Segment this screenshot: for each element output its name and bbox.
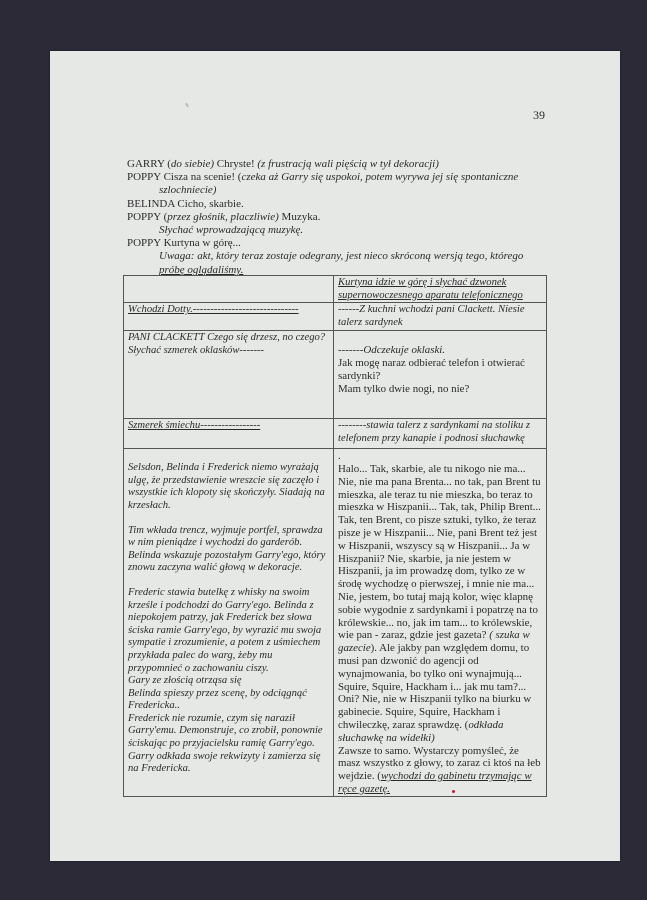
stage-line: Garry odkłada swoje rekwizyty i zamierza się na Fredericka. [128,750,321,775]
stage-direction: wychodzi do gabinetu trzymając w ręce gazetę. [338,770,532,795]
left-cell: Wchodzi Dotty.------------------------------ [124,303,334,331]
speaker: BELINDA [127,197,175,210]
script-table [123,275,547,797]
red-dot-mark [452,790,455,793]
dialogue-line: Mam tylko dwie nogi, no nie? [338,382,470,395]
table-row [124,276,547,303]
right-cell: Kurtyna idzie w górę i słychać dzwonek supernowoczesnego aparatu telefonicznego [334,276,547,303]
table-row [124,449,547,797]
stage-direction-line: Słychać wprowadzającą muzykę. [159,224,304,237]
speaker: GARRY [127,158,165,170]
right-cell: --------stawia talerz z sardynkami na stoliku z telefonem przy kanapie i podnosi słuchawkę [334,419,547,449]
dialogue-continuation: szlochniecie) [159,184,217,197]
right-cell: . Halo... Tak, skarbie, ale tu nikogo nie ma... Nie, nie ma pana Brenta... no tak, pan Brent tu mieszka, ale teraz tu nie mieszka, bo teraz to mieszka w Hiszpanii... Tak, tak, Philip Brent... Tak, ten Brent, co pisze sztuki, tylko, że teraz pisze je w Hiszpanii... Nie, pani Brent też jest w Hiszpanii, wszyscy są w Hiszpanii... Ja w Hiszpanii? Nie, skarbie, ja nie jestem w Hiszpanii, ja im prowadzę dom, tylko ze w środę wychodzę o pierwszej, i mnie nie ma... Nie, jestem, bo tutaj mają kolor, więc klapnę sobie wygodnie z sardynkami i popatrzę na to królewskie... no, jak im tam... to królewskie, wie pan - zaraz, gdzie jest gazeta? ( szuka w gazecie). Ale jakby pan względem domu, to musi pan dzwonić do agencji od wynajmowania, bo tylko oni wynajmują... Squire, Squire, Hackham i... jak mu tam?... Oni? Nie, nie w Hiszpanii tylko na biurku w gabinecie. Squire, Squire, Hackham i chwileczkę, zaraz sprawdzę. (odkłada słuchawkę na widełki) Zawsze to samo. Wystarczy pomyśleć, że masz wszystko z głowy, to zaraz ci ktoś na łeb wejdzie. (wychodzi do gabinetu trzymając w ręce gazetę. [334,449,547,797]
stage-note-continuation: próbę oglądaliśmy. [159,263,244,276]
dialogue-line: BELINDA Cicho, skarbie. [127,197,244,210]
stage-direction: odkłada słuchawkę na widełki) [338,718,504,744]
dialogue-line: POPPY Kurtyna w górę... [127,237,241,250]
stage-paragraph: Tim wkłada trencz, wyjmuje portfel, sprawdza w nim pieniądze i wychodzi do garderób. Belinda wskazuje pozostałym Garry'ego, który znowu zaczyna walić głową w dekoracje. [128,524,326,574]
stage-line: Belinda spieszy przez scenę, by odciągnąć Fredericka.. [128,687,307,712]
stage-line: Gary ze złością otrząsa się [128,675,242,687]
speaker: POPPY [127,237,161,250]
stage-direction: (z frustracją wali pięścią w tył dekoracji) [257,158,439,170]
table-row [124,419,547,449]
stage-line: Frederick nie rozumie, czym się naraził Garry'emu. Demonstruje, co zrobił, ponownie ściskając po przyjacielsku ramię Garry'ego. [128,712,323,750]
left-cell [124,449,334,797]
left-cell: PANI CLACKETT Czego się drzesz, no czego? Słychać szmerek oklasków------- [124,331,334,419]
dialogue-text: Halo... Tak, skarbie, ale tu nikogo nie ma... Nie, nie ma pana Brenta... no tak, pan Brent tu mieszka, ale teraz tu nie mieszka, bo teraz to mieszka w Hiszpanii... Tak, tak, Philip Brent... Tak, ten Brent, co pisze sztuki, tylko, że teraz pisze je w Hiszpanii... Nie, pani Brent też jest w Hiszpanii, wszyscy są w Hiszpanii... Ja w Hiszpanii? Nie, skarbie, ja nie jestem w Hiszpanii, ja im prowadzę dom, tylko ze w środę wychodzę o pierwszej, i mnie nie ma... Nie, jestem, bo tutaj mają kolor, więc klapnę sobie wygodnie z sardynkami i popatrzę na to królewskie... no, jak im tam... to królewskie, wie pan - zaraz, gdzie jest gazeta? [338,462,541,642]
page-number: 39 [533,108,545,122]
dialogue-text: ). Ale jakby pan względem domu, to musi pan dzwonić do agencji od wynajmowania, bo tylko oni wynajmują... Squire, Squire, Hackham i... jak mu tam?... Oni? Nie, nie w Hiszpanii tylko na biurku w gabinecie. Squire, Squire, Hackham i chwileczkę, zaraz sprawdzę. ( [338,642,532,731]
dialogue-text: Zawsze to samo. Wystarczy pomyśleć, że masz wszystko z głowy, to zaraz ci ktoś na łeb wejdzie. ( [338,744,541,783]
stage-direction: ( szuka w gazecie [338,629,530,655]
right-cell [334,331,547,419]
speaker: POPPY [127,210,161,223]
stage-direction: przez głośnik, placzliwie) [167,210,279,223]
dialogue-line: POPPY (przez głośnik, placzliwie) Muzyka. [127,210,321,223]
intro-dialogue [127,158,557,277]
right-cell: ------Z kuchni wchodzi pani Clackett. Niesie talerz sardynek [334,303,547,331]
left-cell: Szmerek śmiechu----------------- [124,419,334,449]
stage-note: Uwaga: akt, który teraz zostaje odegrany, jest nieco skróconą wersją tego, którego [159,250,524,263]
dialogue-line: POPPY Cisza na scenie! (czeka aż Garry się uspokoi, potem wyrywa jej się spontaniczne [127,171,519,184]
stage-direction: do siebie) [170,158,214,170]
stage-direction: czeka aż Garry się uspokoi, potem wyrywa jej się spontaniczne [241,171,519,184]
speaker: POPPY [127,171,161,184]
dialogue-line: GARRY (do siebie) Chryste! (z frustracją wali pięścią w tył dekoracji) [127,158,439,170]
stage-paragraph: Selsdon, Belinda i Frederick niemo wyrażają ulgę, że przedstawienie wreszcie się zaczęło i wszystkie ich klopoty się skończyły. Siadają na krzesłach. [128,462,325,511]
stage-direction: -------Odczekuje oklaski. [338,344,446,357]
dialogue-line: Jak mogę naraz odbierać telefon i otwierać sardynki? [338,356,525,382]
left-cell [124,276,334,303]
table-row [124,331,547,419]
stage-paragraph: Frederic stawia butelkę z whisky na swoim krześle i podchodzi do Garry'ego. Belinda z niepokojem patrzy, jak Frederick bez słowa ściska ramie Garry'ego, by wyrazić mu swoja sympatie i zrozumienie, a potem z uśmiechem przykłada palec do warg, żeby mu przypomnieć o zachowaniu ciszy. [128,586,322,674]
table-row [124,303,547,331]
